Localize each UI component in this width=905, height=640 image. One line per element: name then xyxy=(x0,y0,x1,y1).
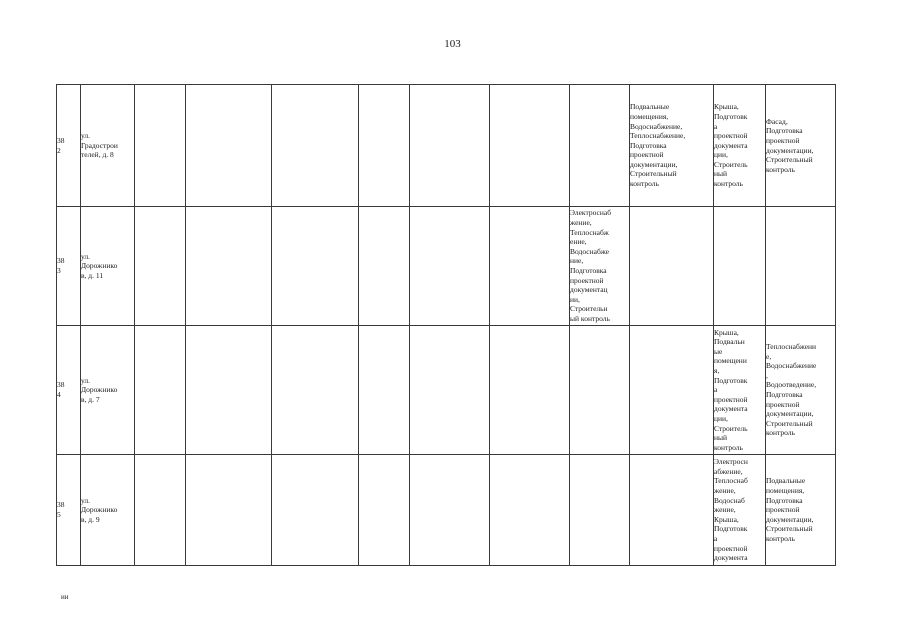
row-number-cell: 38 4 xyxy=(57,326,81,455)
empty-cell xyxy=(359,85,410,207)
table-row xyxy=(57,326,836,455)
work-cell: Электроснаб жение, Теплоснабж ение, Водоснабже ние, Подготовка проектной документац ии, Строительн ый контроль xyxy=(570,207,630,326)
work-cell: Электросн абжение, Теплоснаб жение, Водоснаб жение, Крыша, Подготовк а проектной документа xyxy=(714,455,766,566)
work-cell xyxy=(570,326,630,455)
address-cell: ул. Градострои телей, д. 8 xyxy=(81,85,135,207)
empty-cell xyxy=(359,207,410,326)
row-number-cell: 38 5 xyxy=(57,455,81,566)
work-cell xyxy=(630,326,714,455)
page-number: 103 xyxy=(444,38,461,50)
address-cell: ул. Дорожнико в, д. 9 xyxy=(81,455,135,566)
empty-cell xyxy=(272,207,359,326)
table-row xyxy=(57,455,836,566)
work-cell: Подвальные помещения, Подготовка проектной документации, Строительный контроль xyxy=(766,455,836,566)
empty-cell xyxy=(135,85,186,207)
empty-cell xyxy=(186,455,272,566)
empty-cell xyxy=(490,207,570,326)
empty-cell xyxy=(490,85,570,207)
empty-cell xyxy=(490,326,570,455)
program-table xyxy=(56,84,836,566)
empty-cell xyxy=(410,326,490,455)
empty-cell xyxy=(186,85,272,207)
empty-cell xyxy=(359,326,410,455)
work-cell xyxy=(630,455,714,566)
empty-cell xyxy=(186,326,272,455)
empty-cell xyxy=(135,326,186,455)
work-cell xyxy=(714,207,766,326)
empty-cell xyxy=(272,85,359,207)
empty-cell xyxy=(135,455,186,566)
empty-cell xyxy=(135,207,186,326)
empty-cell xyxy=(410,85,490,207)
work-cell xyxy=(630,207,714,326)
empty-cell xyxy=(490,455,570,566)
work-cell: Фасад, Подготовка проектной документации, Строительный контроль xyxy=(766,85,836,207)
table-row xyxy=(57,207,836,326)
work-cell: Крыша, Подвальн ые помещени я, Подготовк а проектной документа ции, Строитель ный контроль xyxy=(714,326,766,455)
work-cell xyxy=(570,455,630,566)
work-cell xyxy=(766,207,836,326)
work-cell: Теплоснабжени е, Водоснабжение , Водоотведение, Подготовка проектной документации, Строительный контроль xyxy=(766,326,836,455)
footer-text: ии xyxy=(61,593,69,601)
address-cell: ул. Дорожнико в, д. 11 xyxy=(81,207,135,326)
empty-cell xyxy=(186,207,272,326)
work-cell xyxy=(570,85,630,207)
empty-cell xyxy=(359,455,410,566)
empty-cell xyxy=(272,455,359,566)
address-cell: ул. Дорожнико в, д. 7 xyxy=(81,326,135,455)
work-cell: Крыша, Подготовк а проектной документа ции, Строитель ный контроль xyxy=(714,85,766,207)
empty-cell xyxy=(410,207,490,326)
empty-cell xyxy=(410,455,490,566)
row-number-cell: 38 2 xyxy=(57,85,81,207)
empty-cell xyxy=(272,326,359,455)
row-number-cell: 38 3 xyxy=(57,207,81,326)
work-cell: Подвальные помещения, Водоснабжение, Теплоснабжение, Подготовка проектной документации, Строительный контроль xyxy=(630,85,714,207)
table-row xyxy=(57,85,836,207)
